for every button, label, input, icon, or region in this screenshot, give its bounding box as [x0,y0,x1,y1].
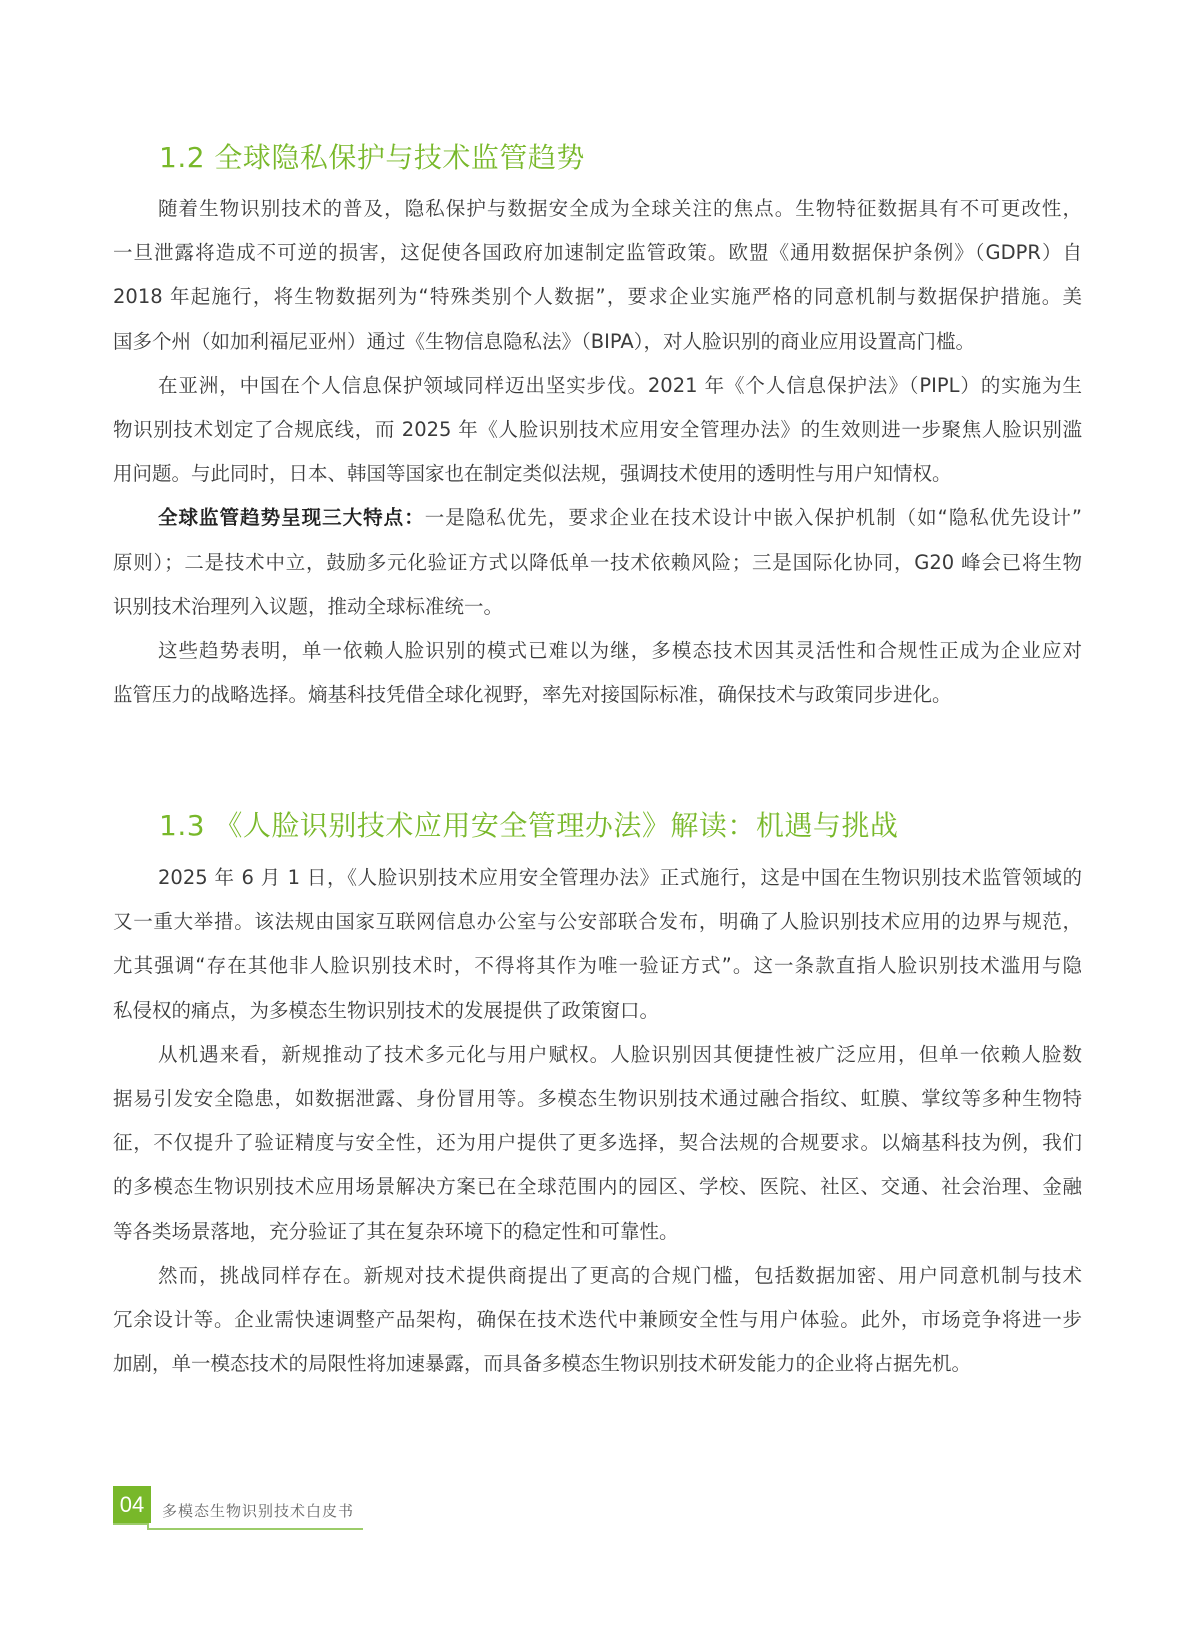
line-text: 识别技术治理列入议题，推动全球标准统一。 [113,594,504,618]
text-line [113,452,1082,496]
footer-document-title: 多模态生物识别技术白皮书 [162,1502,355,1520]
text-line [113,231,1082,275]
line-text: 加剧，单一模态技术的局限性将加速暴露，而具备多模态生物识别技术研发能力的企业将占据先机。 [113,1352,972,1376]
text-line [113,1121,1082,1165]
line-text: 据易引发安全隐患，如数据泄露、身份冒用等。多模态生物识别技术通过融合指纹、虹膜、掌纹等多种生物特 [113,1086,1082,1110]
text-line [113,1077,1082,1121]
text-line [113,1342,1082,1386]
line-text: 然而，挑战同样存在。新规对技术提供商提出了更高的合规门槛，包括数据加密、用户同意机制与技术 [158,1263,1082,1287]
paragraph [113,1033,1082,1254]
section-heading-1-2: 1.2 全球隐私保护与技术监管趋势 [159,141,585,174]
page-number: 04 [113,1486,151,1523]
paragraph [113,856,1082,1033]
text-line [113,629,1082,673]
text-line [113,364,1082,408]
line-text: 征，不仅提升了验证精度与安全性，还为用户提供了更多选择，契合法规的合规要求。以熵基科技为例，我们 [113,1131,1082,1155]
footer-divider [113,1523,149,1525]
line-text: 一旦泄露将造成不可逆的损害，这促使各国政府加速制定监管政策。欧盟《通用数据保护条例》（GDPR）自 [113,241,1082,265]
line-text: 尤其强调“存在其他非人脸识别技术时，不得将其作为唯一验证方式”。这一条款直指人脸识别技术滥用与隐 [113,954,1082,978]
section-body-1-3 [113,856,1082,1386]
line-text: 随着生物识别技术的普及，隐私保护与数据安全成为全球关注的焦点。生物特征数据具有不可更改性， [158,197,1082,220]
line-text: 这些趋势表明，单一依赖人脸识别的模式已难以为继，多模态技术因其灵活性和合规性正成为企业应对 [158,638,1082,662]
paragraph [113,496,1082,629]
line-text: 的多模态生物识别技术应用场景解决方案已在全球范围内的园区、学校、医院、社区、交通、社会治理、金融 [113,1175,1082,1199]
paragraph [113,1254,1082,1387]
paragraph [113,364,1082,497]
line-text: 2018 年起施行，将生物数据列为“特殊类别个人数据”，要求企业实施严格的同意机制与数据保护措施。美 [113,285,1082,309]
text-line [113,320,1082,364]
line-text: 从机遇来看，新规推动了技术多元化与用户赋权。人脸识别因其便捷性被广泛应用，但单一依赖人脸数 [158,1042,1082,1066]
text-line [113,1165,1082,1209]
line-text: 监管压力的战略选择。熵基科技凭借全球化视野，率先对接国际标准，确保技术与政策同步进化。 [113,683,952,707]
text-line [113,1254,1082,1298]
text-line [113,541,1082,585]
footer-divider [147,1528,363,1530]
text-line [113,187,1082,231]
text-line [113,944,1082,988]
line-text: 物识别技术划定了合规底线，而 2025 年《人脸识别技术应用安全管理办法》的生效则进一步聚焦人脸识别滥 [113,417,1082,441]
text-line [113,1298,1082,1342]
text-line [113,989,1082,1033]
text-line [113,408,1082,452]
line-text: 用问题。与此同时，日本、韩国等国家也在制定类似法规，强调技术使用的透明性与用户知情权。 [113,462,952,486]
line-text: 国多个州（如加利福尼亚州）通过《生物信息隐私法》（BIPA），对人脸识别的商业应用设置高门槛。 [113,329,975,353]
text-line [113,585,1082,629]
text-line [113,856,1082,900]
line-text: 2025 年 6 月 1 日，《人脸识别技术应用安全管理办法》正式施行，这是中国在生物识别技术监管领域的 [158,866,1082,889]
bold-lead-in: 全球监管趋势呈现三大特点： [158,506,425,530]
line-text: 又一重大举措。该法规由国家互联网信息办公室与公安部联合发布，明确了人脸识别技术应用的边界与规范， [113,910,1082,934]
line-text: 私侵权的痛点，为多模态生物识别技术的发展提供了政策窗口。 [113,998,660,1022]
section-body-1-2 [113,187,1082,717]
line-text: 一是隐私优先，要求企业在技术设计中嵌入保护机制（如“隐私优先设计” [424,506,1082,530]
line-text: 原则）；二是技术中立，鼓励多元化验证方式以降低单一技术依赖风险；三是国际化协同，G20 峰会已将生物 [113,550,1082,574]
text-line [113,496,1082,540]
line-text: 等各类场景落地，充分验证了其在复杂环境下的稳定性和可靠性。 [113,1219,679,1243]
text-line [113,673,1082,717]
text-line [113,1210,1082,1254]
text-line [113,1033,1082,1077]
line-text: 在亚洲，中国在个人信息保护领域同样迈出坚实步伐。2021 年《个人信息保护法》（PIPL）的实施为生 [158,373,1082,397]
section-heading-1-3: 1.3 《人脸识别技术应用安全管理办法》解读：机遇与挑战 [159,809,899,842]
paragraph [113,629,1082,717]
text-line [113,275,1082,319]
text-line [113,900,1082,944]
line-text: 冗余设计等。企业需快速调整产品架构，确保在技术迭代中兼顾安全性与用户体验。此外，市场竞争将进一步 [113,1307,1082,1331]
paragraph [113,187,1082,364]
